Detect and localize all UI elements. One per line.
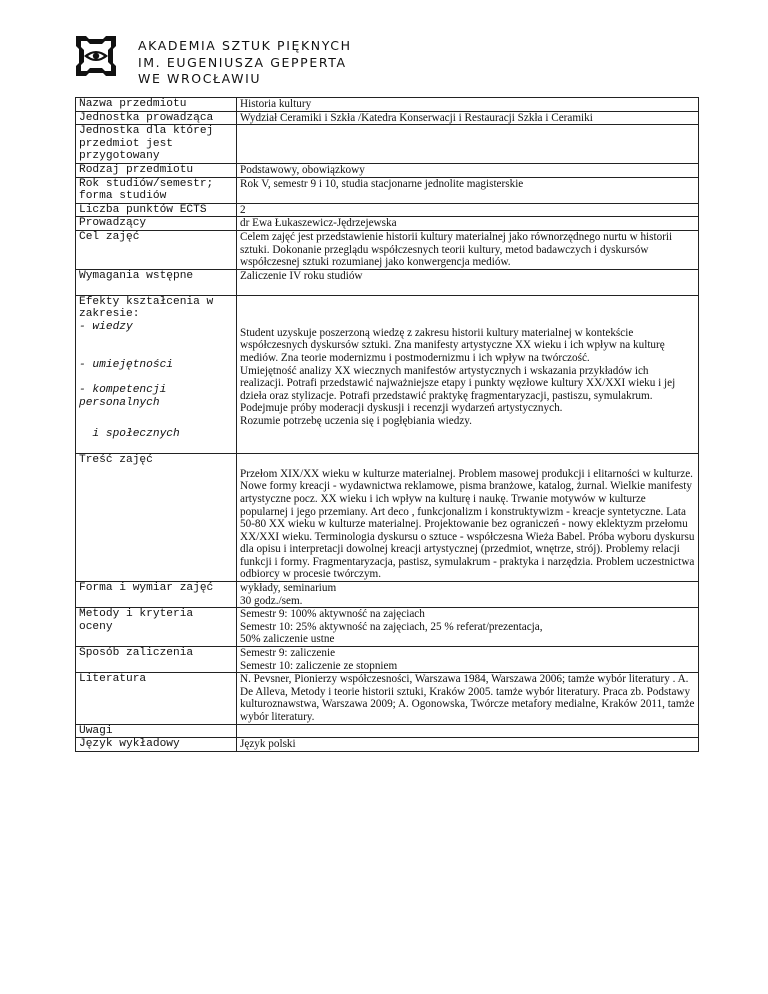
institution-line2: IM. EUGENIUSZA GEPPERTA bbox=[138, 54, 347, 70]
label-goal: Cel zajęć bbox=[76, 230, 237, 269]
content-spacer bbox=[240, 454, 695, 468]
credit-value1: Semestr 9: zaliczenie bbox=[240, 647, 336, 660]
methods-value1: Semestr 9: 100% aktywność na zajęciach bbox=[240, 608, 425, 621]
label-year: Rok studiów/semestr; forma studiów bbox=[76, 177, 237, 203]
label-methods: Metody i kryteria oceny bbox=[76, 608, 237, 647]
header bbox=[70, 30, 470, 84]
institution-line1: AKADEMIA SZTUK PIĘKNYCH bbox=[138, 38, 352, 53]
label-credit: Sposób zaliczenia bbox=[76, 647, 237, 673]
value-goal: Celem zajęć jest przedstawienie historii kultury materialnej jako równorzędnego nurtu w historii sztuki. Dokonanie przeglądu współczesnych teorii kultury, metod badawczych i dyskursów współczesnej sztuki rozumianej jako konwergencja mediów. bbox=[237, 230, 699, 269]
institution-line3: WE WROCŁAWIU bbox=[138, 71, 262, 86]
value-notes bbox=[237, 724, 699, 738]
institution-name bbox=[138, 38, 352, 88]
outcomes-competence-value1: Podejmuje próby moderacji dyskusji i recenzji wydarzeń artystycznych. bbox=[240, 402, 563, 415]
row-ects bbox=[76, 203, 699, 217]
academy-logo-icon bbox=[70, 30, 122, 82]
content-text: Przełom XIX/XX wieku w kulturze materialnej. Problem masowej produkcji i elitarności w kulturze. Nowe formy kreacji - wydawnictwa reklamowe, pisma branżowe, katalog, żurnal. Wielkie manifesty artystyczne pocz. XX wieku i ich wpływ na kulturę i naukę. Trwanie motywów w kulturze popularnej i jego przemiany. Art deco , funkcjonalizm i konstruktywizm - kreacje syntetyczne. Lata 50-80 XX wieku w kulturze materialnej. Projektowanie bez ograniczeń - nowy eklektyzm przełomu XX/XXI wieku. Terminologia dyskursu o sztuce - współczesna Wieża Babel. Próba wyboru dyskursu dla opisu i interpretacji dowolnej kreacji artystycznej (przedmiot, wnętrze, strój). Problemy relacji funkcji i formy. Fragmentaryzacja, pastisz, symulakrum - praktyka i narzędzia. Problem uczestnictwa odbiorcy w procesie twórczym. bbox=[240, 467, 695, 581]
credit-value2: Semestr 10: zaliczenie ze stopniem bbox=[240, 659, 398, 672]
row-methods bbox=[76, 608, 699, 647]
row-credit bbox=[76, 647, 699, 673]
methods-value3: 50% zaliczenie ustne bbox=[240, 633, 335, 646]
label-outcomes bbox=[76, 295, 237, 453]
label-teacher: Prowadzący bbox=[76, 217, 237, 231]
value-outcomes bbox=[237, 295, 699, 453]
row-type bbox=[76, 163, 699, 177]
value-year: Rok V, semestr 9 i 10, studia stacjonarne jednolite magisterskie bbox=[237, 177, 699, 203]
value-content bbox=[237, 453, 699, 581]
label-literature: Literatura bbox=[76, 673, 237, 724]
value-type: Podstawowy, obowiązkowy bbox=[237, 163, 699, 177]
row-prereq bbox=[76, 269, 699, 295]
label-unit-teaching: Jednostka prowadząca bbox=[76, 111, 237, 125]
label-ects: Liczba punktów ECTS bbox=[76, 203, 237, 217]
row-literature bbox=[76, 673, 699, 724]
row-teacher bbox=[76, 217, 699, 231]
row-content bbox=[76, 453, 699, 581]
row-unit-for bbox=[76, 125, 699, 164]
value-teacher: dr Ewa Łukaszewicz-Jędrzejewska bbox=[237, 217, 699, 231]
label-type: Rodzaj przedmiotu bbox=[76, 163, 237, 177]
outcomes-competence-label: - kompetencji personalnych bbox=[79, 384, 167, 409]
form-value1: wykłady, seminarium bbox=[240, 582, 337, 595]
value-methods bbox=[237, 608, 699, 647]
value-form bbox=[237, 582, 699, 608]
outcomes-skills-value: Umiejętność analizy XX wiecznych manifestów artystycznych i wskazania przykładów ich realizacji. Potrafi przedstawić najważniejsze etapy i punkty węzłowe kultury XX/XXI wieku i jej dzieła oraz stylizacje. Potrafi przedstawić praktykę fragmentaryzacji, pastiszu, symulakrum. bbox=[240, 364, 676, 402]
value-ects: 2 bbox=[237, 203, 699, 217]
value-subject-name: Historia kultury bbox=[237, 98, 699, 112]
row-year bbox=[76, 177, 699, 203]
methods-value2: Semestr 10: 25% aktywność na zajęciach, 25 % referat/prezentacja, bbox=[240, 620, 543, 633]
value-prereq: Zaliczenie IV roku studiów bbox=[237, 269, 699, 295]
outcomes-competence-value2: Rozumie potrzebę uczenia się i pogłębiania wiedzy. bbox=[240, 414, 472, 427]
outcomes-skills-label: - umiejętności bbox=[79, 358, 173, 371]
row-unit-teaching bbox=[76, 111, 699, 125]
label-language: Język wykładowy bbox=[76, 738, 237, 752]
outcomes-heading: Efekty kształcenia w zakresie: bbox=[79, 295, 214, 321]
outcomes-spacer bbox=[240, 296, 695, 327]
form-value2: 30 godz./sem. bbox=[240, 594, 303, 607]
label-form: Forma i wymiar zajęć bbox=[76, 582, 237, 608]
label-content: Treść zajęć bbox=[76, 453, 237, 581]
label-subject-name: Nazwa przedmiotu bbox=[76, 98, 237, 112]
outcomes-social-label: i społecznych bbox=[79, 428, 180, 441]
label-unit-for: Jednostka dla której przedmiot jest przygotowany bbox=[76, 125, 237, 164]
row-outcomes bbox=[76, 295, 699, 453]
value-language: Język polski bbox=[237, 738, 699, 752]
syllabus-table bbox=[75, 97, 699, 752]
label-prereq: Wymagania wstępne bbox=[76, 269, 237, 295]
row-goal bbox=[76, 230, 699, 269]
row-notes bbox=[76, 724, 699, 738]
row-subject-name bbox=[76, 98, 699, 112]
value-unit-for bbox=[237, 125, 699, 164]
value-literature: N. Pevsner, Pionierzy współczesności, Warszawa 1984, Warszawa 2006; tamże wybór literatury . A. De Alleva, Metody i teorie historii sztuki, Kraków 2005. tamże wybór literatury. Praca zb. Podstawy kulturoznawstwa, Warszawa 2009; A. Ogonowska, Twórcze metafory medialne, Kraków 2011, tamże wybór literatury. bbox=[237, 673, 699, 724]
row-form bbox=[76, 582, 699, 608]
row-language bbox=[76, 738, 699, 752]
value-credit bbox=[237, 647, 699, 673]
label-notes: Uwagi bbox=[76, 724, 237, 738]
value-unit-teaching: Wydział Ceramiki i Szkła /Katedra Konserwacji i Restauracji Szkła i Ceramiki bbox=[237, 111, 699, 125]
outcomes-knowledge-label: - wiedzy bbox=[79, 320, 133, 333]
outcomes-knowledge-value: Student uzyskuje poszerzoną wiedzę z zakresu historii kultury materialnej w kontekście współczesnych dyskursów sztuki. Zna manifesty artystyczne XX wieku i ich wpływ na kulturę mediów. Zna teorie modernizmu i postmodernizmu i ich wpływ na twórczość. bbox=[240, 326, 665, 364]
